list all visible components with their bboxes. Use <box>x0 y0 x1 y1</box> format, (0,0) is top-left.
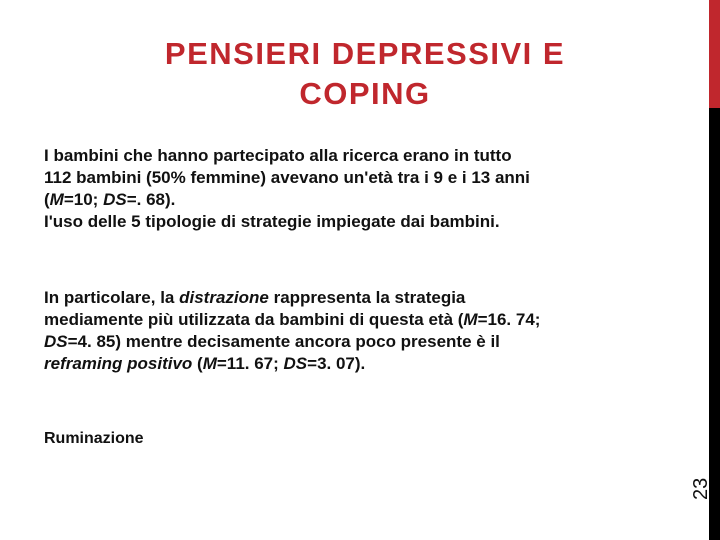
title-line-1: PENSIERI DEPRESSIVI E <box>164 36 566 71</box>
p3-line-1: Ruminazione <box>44 430 144 447</box>
p2-mean2-symbol: M <box>202 354 217 373</box>
p2-mean2-value: =11. 67; <box>216 354 284 373</box>
p2-l2-start: mediamente più utilizzata da bambini di questa età ( <box>44 310 464 329</box>
p2-line-1 <box>44 287 684 309</box>
p2-sd2-symbol: DS <box>283 354 308 373</box>
p1-sd-value: =. 68). <box>126 190 176 209</box>
paragraph-strategies <box>44 287 684 375</box>
p2-line-4 <box>44 353 684 375</box>
p1-line-1: I bambini che hanno partecipato alla ricerca erano in tutto <box>44 146 512 165</box>
p2-line-3 <box>44 331 684 353</box>
p1-line-4: I'uso delle 5 tipologie di strategie impiegate dai bambini. <box>44 212 500 231</box>
p1-mean-value: =10; <box>63 190 104 209</box>
p2-line-2 <box>44 309 684 331</box>
p2-l3-end: =4. 85) mentre decisamente ancora poco presente è il <box>67 332 500 351</box>
p1-line-3 <box>44 189 684 211</box>
p2-distrazione: distrazione <box>179 288 269 307</box>
paragraph-ruminazione <box>44 428 684 450</box>
p1-sd-symbol: DS <box>103 190 127 209</box>
p2-reframing: reframing positivo <box>44 354 193 373</box>
slide-number: 23 <box>690 477 712 500</box>
p2-l1-end: rappresenta la strategia <box>268 288 466 307</box>
right-sidebar-accent <box>709 0 720 108</box>
p1-mean-symbol: M <box>49 190 64 209</box>
slide-title <box>60 34 670 114</box>
title-line-2: COPING <box>299 76 431 111</box>
paragraph-participants <box>44 145 684 233</box>
p1-line-2: 112 bambini (50% femmine) avevano un'età tra i 9 e i 13 anni <box>44 168 530 187</box>
p1-paren: ( <box>44 190 50 209</box>
p2-mean-symbol: M <box>463 310 478 329</box>
p2-sd2-value: =3. 07). <box>307 354 366 373</box>
p2-mean-value: =16. 74; <box>477 310 541 329</box>
p2-l1-start: In particolare, la <box>44 288 180 307</box>
p2-l4-paren: ( <box>192 354 203 373</box>
p2-sd-symbol: DS <box>44 332 68 351</box>
